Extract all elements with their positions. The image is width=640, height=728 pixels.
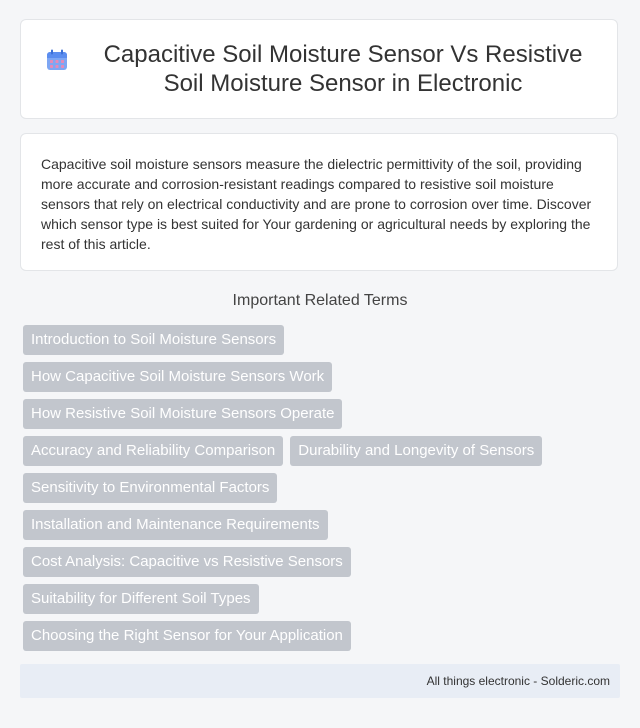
intro-paragraph: Capacitive soil moisture sensors measure the dielectric permittivity of the soil, providing more accurate and corrosion-resistant readings compared to resistive soil moisture sensors that rely on electrical conductivity and are prone to corrosion over time. Discover which sensor type is best suited for Your gardening or agricultural needs by exploring the rest of this article.: [41, 156, 592, 252]
title-wrap: [21, 40, 617, 98]
tag-introduction[interactable]: Introduction to Soil Moisture Sensors: [23, 325, 284, 355]
tag-installation[interactable]: Installation and Maintenance Requirements: [23, 510, 328, 540]
footer: [20, 664, 620, 698]
related-terms-list: [23, 325, 623, 651]
page-title: Capacitive Soil Moisture Sensor Vs Resistive Soil Moisture Sensor in Electronic: [103, 41, 583, 97]
tag-accuracy[interactable]: Accuracy and Reliability Comparison: [23, 436, 283, 466]
tag-durability[interactable]: Durability and Longevity of Sensors: [290, 436, 542, 466]
footer-text[interactable]: All things electronic - Solderic.com: [426, 674, 610, 688]
tag-sensitivity[interactable]: Sensitivity to Environmental Factors: [23, 473, 277, 503]
calendar-icon: [45, 48, 69, 72]
tag-cost-analysis[interactable]: Cost Analysis: Capacitive vs Resistive Sensors: [23, 547, 351, 577]
tag-choosing-sensor[interactable]: Choosing the Right Sensor for Your Application: [23, 621, 351, 651]
tag-row: [23, 547, 623, 577]
tag-row: [23, 325, 623, 355]
tag-row: [23, 510, 623, 540]
tag-soil-types[interactable]: Suitability for Different Soil Types: [23, 584, 259, 614]
intro-card: [20, 133, 618, 271]
tag-row: [23, 436, 623, 466]
title-card: [20, 19, 618, 119]
tag-capacitive-work[interactable]: How Capacitive Soil Moisture Sensors Work: [23, 362, 332, 392]
tag-row: [23, 399, 623, 429]
related-terms-heading: Important Related Terms: [232, 292, 408, 309]
tag-row: [23, 473, 623, 503]
tag-row: [23, 362, 623, 392]
tag-row: [23, 621, 623, 651]
tag-row: [23, 584, 623, 614]
tag-resistive-operate[interactable]: How Resistive Soil Moisture Sensors Operate: [23, 399, 342, 429]
